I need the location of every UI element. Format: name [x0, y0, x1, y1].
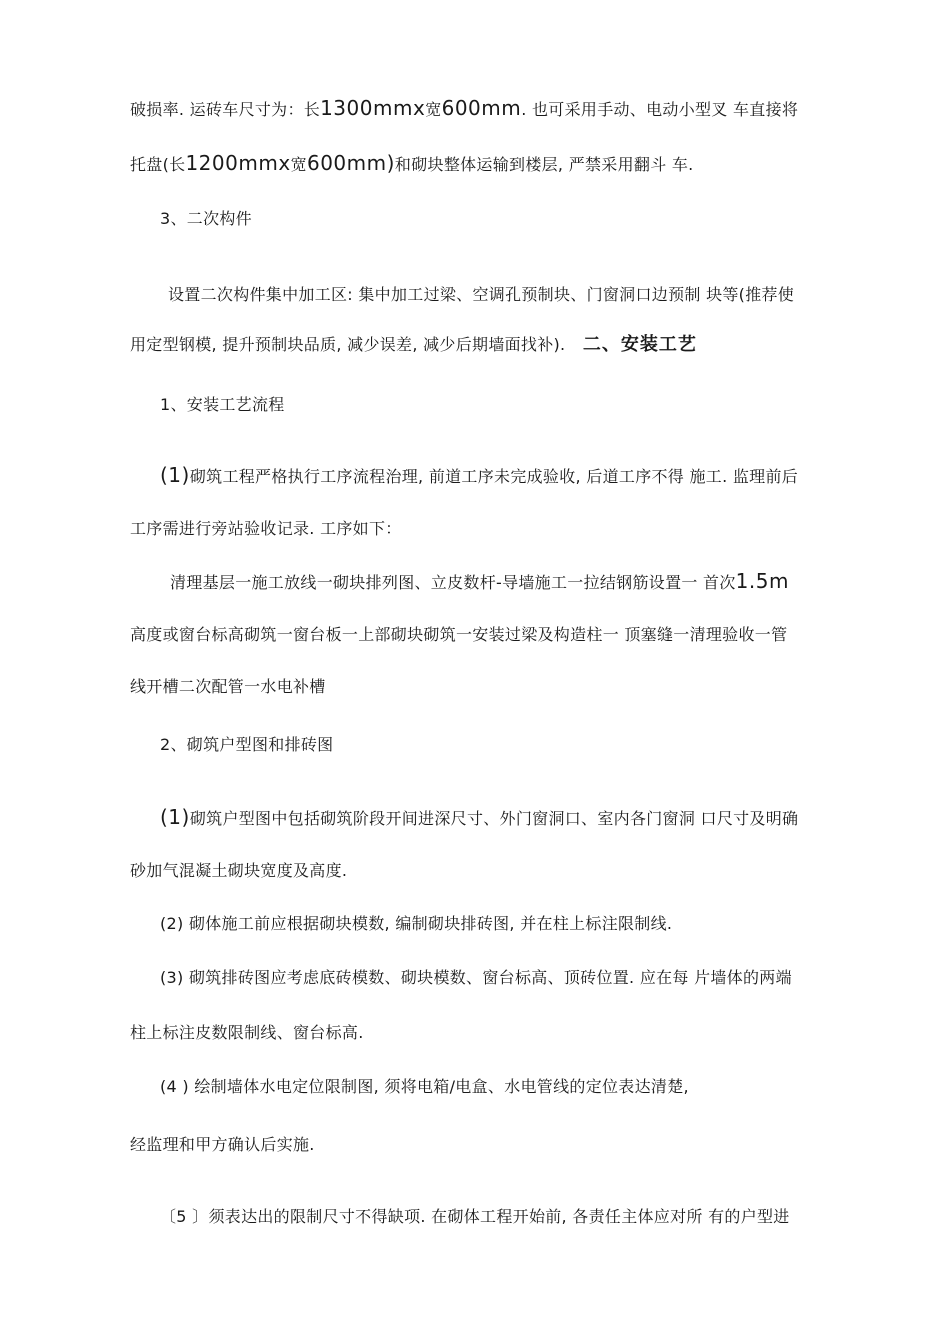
paragraph-line: (1)砌筑工程严格执行工序流程治理, 前道工序未完成验收, 后道工序不得 施工. 监理前后 [160, 463, 799, 487]
paragraph-line: 高度或窗台标高砌筑一窗台板一上部砌块砌筑一安装过梁及构造柱一 顶塞缝一清理验收一管 [130, 625, 788, 644]
paragraph-line: 用定型钢模, 提升预制块品质, 减少误差, 减少后期墙面找补). 二、安装工艺 [130, 334, 697, 355]
chapter-heading: 二、安装工艺 [582, 334, 697, 355]
paragraph-line: (3) 砌筑排砖图应考虑底砖模数、砌块模数、窗台标高、顶砖位置. 应在每 片墙体的两端 [160, 968, 792, 987]
section-heading: 2、砌筑户型图和排砖图 [160, 735, 334, 754]
paragraph-line: (1)砌筑户型图中包括砌筑阶段开间进深尺寸、外门窗洞口、室内各门窗洞 口尺寸及明确 [160, 805, 799, 829]
paragraph-line: 托盘(长1200mmx宽600mm)和砌块整体运输到楼层, 严禁采用翻斗 车. [130, 151, 694, 175]
paragraph-line: 砂加气混凝土砌块宽度及高度. [130, 861, 348, 880]
paragraph-line: 工序需进行旁站验收记录. 工序如下： [130, 519, 402, 538]
paragraph-line: 〔5 〕须表达出的限制尺寸不得缺项. 在砌体工程开始前, 各责任主体应对所 有的户型进 [160, 1207, 790, 1226]
paragraph-line: 清理基层一施工放线一砌块排列图、立皮数杆-导墙施工一拉结钢筋设置一 首次1.5m [170, 569, 789, 593]
paragraph-line: 柱上标注皮数限制线、窗台标高. [130, 1023, 364, 1042]
section-heading: 3、二次构件 [160, 209, 252, 228]
section-heading: 1、安装工艺流程 [160, 395, 285, 414]
paragraph-line: 线开槽二次配管一水电补槽 [130, 677, 326, 696]
paragraph-line: 破损率. 运砖车尺寸为：长1300mmx宽600mm. 也可采用手动、电动小型叉 车直接将 [130, 96, 799, 120]
paragraph-line: (4 ) 绘制墙体水电定位限制图, 须将电箱/电盒、水电管线的定位表达清楚, [160, 1077, 689, 1096]
paragraph-line: 设置二次构件集中加工区: 集中加工过梁、空调孔预制块、门窗洞口边预制 块等(推荐使 [168, 285, 795, 304]
paragraph-line: (2) 砌体施工前应根据砌块模数, 编制砌块排砖图, 并在柱上标注限制线. [160, 914, 673, 933]
paragraph-line: 经监理和甲方确认后实施. [130, 1135, 315, 1154]
